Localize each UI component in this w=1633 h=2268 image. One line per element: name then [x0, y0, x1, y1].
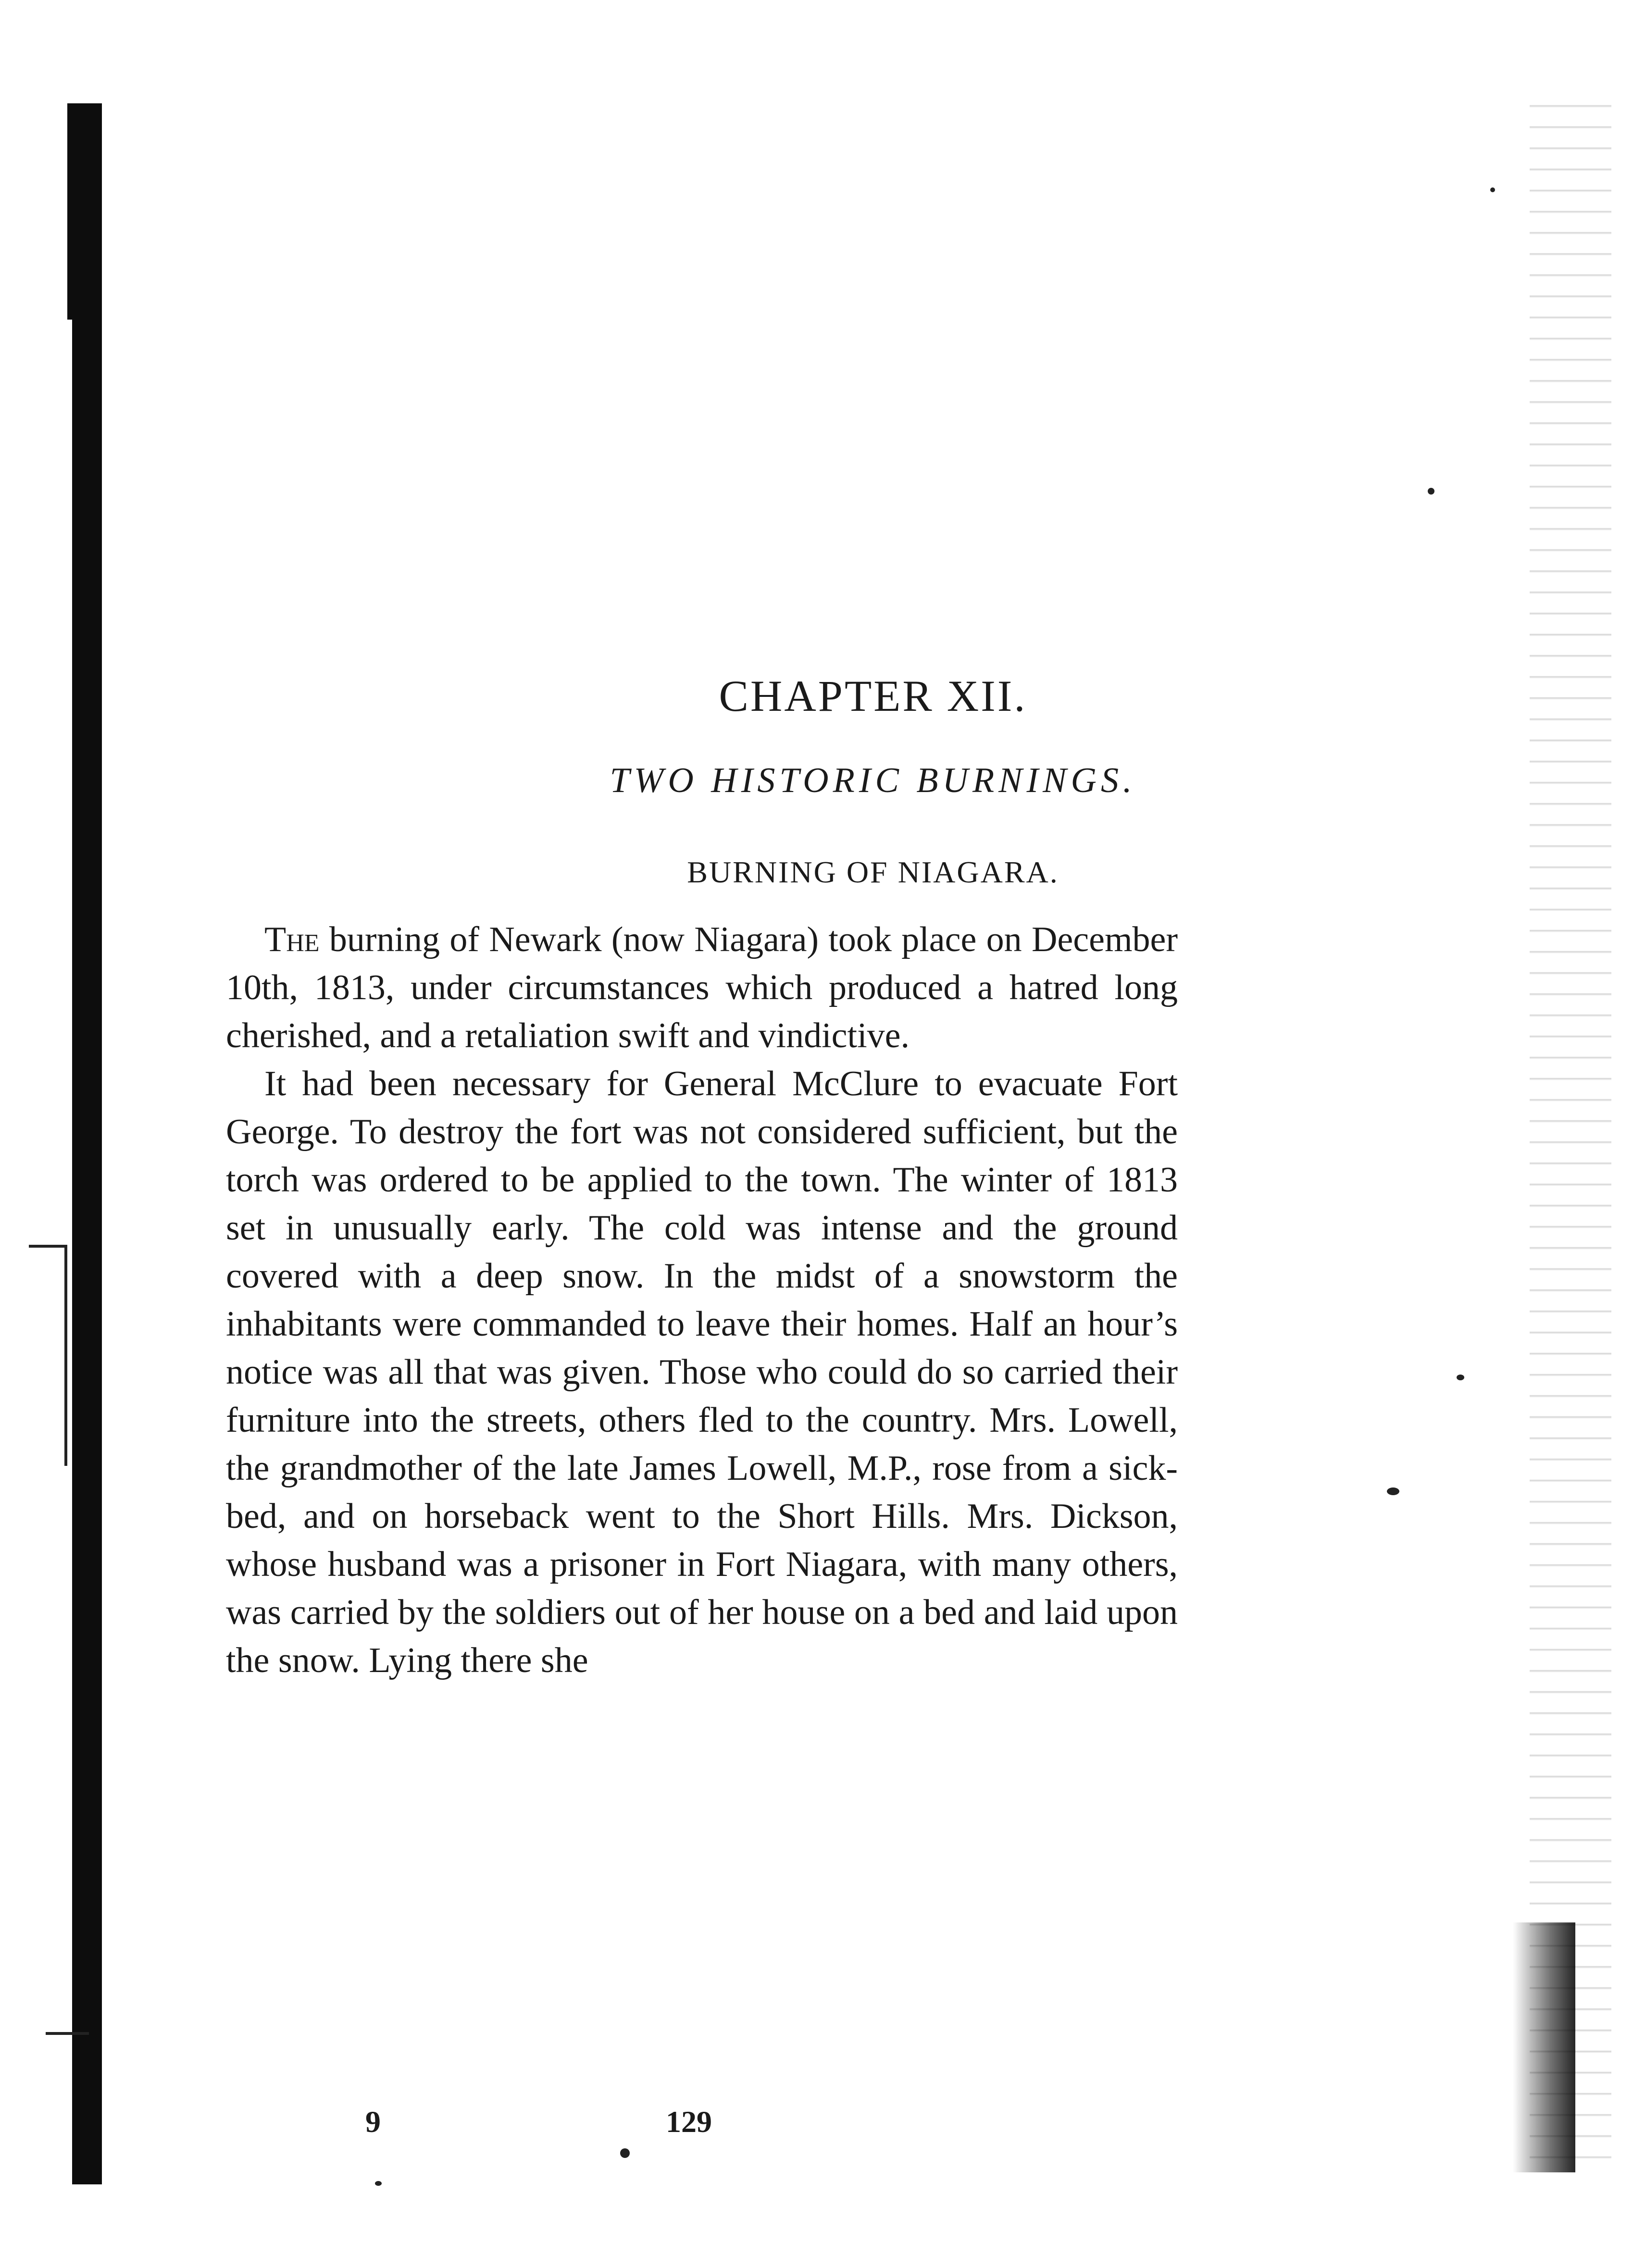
- drop-lead: The: [264, 920, 320, 959]
- ink-speck: [375, 2181, 382, 2186]
- signature-mark: 9: [365, 2105, 381, 2139]
- margin-bracket-vertical: [64, 1245, 67, 1466]
- ink-speck: [1387, 1487, 1399, 1495]
- margin-bracket-top: [29, 1245, 67, 1248]
- ink-speck: [1457, 1375, 1464, 1380]
- page-number: 129: [666, 2105, 712, 2139]
- page-corner-shadow: [1513, 1922, 1575, 2172]
- paragraph-text: burning of Newark (now Niagara) took place on December 10th, 1813, under circumstances which produced a hatred long cherished, and a retaliation swift and vindictive.: [226, 920, 1178, 1055]
- book-spine-shadow: [72, 103, 102, 2184]
- ink-speck: [620, 2148, 630, 2158]
- ink-speck: [1490, 187, 1495, 192]
- paragraph: [226, 1060, 1178, 1685]
- chapter-title: CHAPTER XII.: [719, 671, 1027, 720]
- chapter-subtitle: TWO HISTORIC BURNINGS.: [610, 761, 1136, 800]
- paragraph-text: It had been necessary for General McClure to evacuate Fort George. To destroy the fort was not considered sufficient, but the torch was ordered to be applied to the town. The winter of 1813 set in unusually early. The cold was intense and the ground covered with a deep snow. In the midst of a snowstorm the inhabitants were commanded to leave their homes. Half an hour’s notice was all that was given. Those who could do so carried their furniture into the streets, others fled to the country. Mrs. Lowell, the grandmother of the late James Lowell, M.P., rose from a sick-bed, and on horseback went to the Short Hills. Mrs. Dickson, whose husband was a prisoner in Fort Niagara, with many others, was carried by the soldiers out of her house on a bed and laid upon the snow. Lying there she: [226, 1064, 1178, 1680]
- section-heading: BURNING OF NIAGARA.: [687, 855, 1059, 889]
- body-text: [226, 916, 1178, 1685]
- paragraph: [226, 916, 1178, 1060]
- margin-dash: [46, 2032, 89, 2035]
- ink-speck: [1428, 488, 1434, 495]
- page-edge-texture: [1530, 87, 1611, 2172]
- book-spine-edge: [67, 103, 82, 320]
